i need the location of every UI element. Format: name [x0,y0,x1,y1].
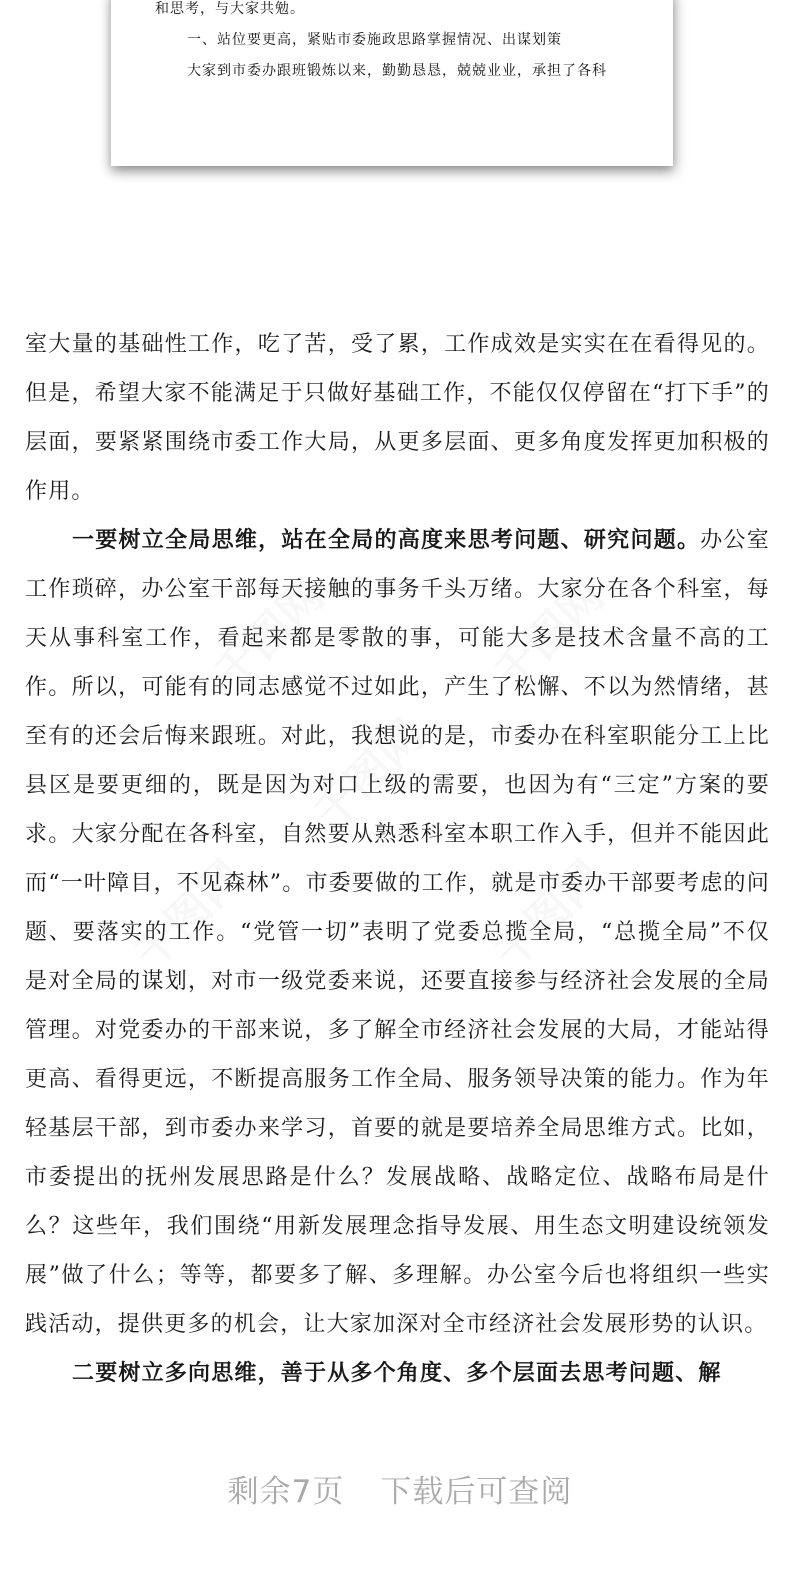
preview-line-1: 和思考，与大家共勉。 [155,1,305,17]
paragraph-3-heading: 二要树立多向思维，善于从多个角度、多个层面去思考问题、解 [72,1360,722,1386]
document-preview-card [111,0,673,166]
preview-line-2: 一、站位要更高，紧贴市委施政思路掌握情况、出谋划策 [187,32,562,48]
preview-line-3: 大家到市委办跟班锻炼以来，勤勤恳恳，兢兢业业，承担了各科 [187,63,607,79]
document-body [25,320,770,1398]
paragraph-2 [25,516,770,1349]
watermark: 千图网 [484,850,614,980]
paragraph-2-heading: 一要树立全局思维，站在全局的高度来思考问题、研究问题。 [72,527,701,553]
download-to-view-text: 下载后可查阅 [380,1474,573,1510]
paragraph-1: 室大量的基础性工作，吃了苦，受了累，工作成效是实实在在看得见的。但是，希望大家不能满足于只做好基础工作，不能仅仅停留在“打下手”的层面，要紧紧围绕市委工作大局，从更多层面、更多角度发挥更加积极的作用。 [25,332,770,504]
paragraph-3 [25,1349,770,1398]
paragraph-2-text: 办公室工作琐碎，办公室干部每天接触的事务千头万绪。大家分在各个科室，每天从事科室工作，看起来都是零散的事，可能大多是技术含量不高的工作。所以，可能有的同志感觉不过如此，产生了松懈、不以为然情绪，甚至有的还会后悔来跟班。对此，我想说的是，市委办在科室职能分工上比县区是要更细的，既是因为对口上级的需要，也因为有“三定”方案的要求。大家分配在各科室，自然要从熟悉科室本职工作入手，但并不能因此而“一叶障目，不见森林”。市委要做的工作，就是市委办干部要考虑的问题、要落实的工作。“党管一切”表明了党委总揽全局，“总揽全局”不仅是对全局的谋划，对市一级党委来说，还要直接参与经济社会发展的全局管理。对党委办的干部来说，多了解全市经济社会发展的大局，才能站得更高、看得更远，不断提高服务工作全局、服务领导决策的能力。作为年轻基层干部，到市委办来学习，首要的就是要培养全局思维方式。比如，市委提出的抚州发展思路是什么？发展战略、战略定位、战略布局是什么？这些年，我们围绕“用新发展理念指导发展、用生态文明建设统领发展”做了什么；等等，都要多了解、多理解。办公室今后也将组织一些实践活动，提供更多的机会，让大家加深对全市经济社会发展形势的认识。 [25,528,770,1337]
download-prompt[interactable] [0,1466,800,1511]
watermark: 千图网 [124,850,254,980]
watermark: 千图网 [204,570,334,700]
remaining-pages-text: 剩余7页 [227,1474,345,1510]
watermark: 千图网 [484,570,614,700]
watermark: 千图网 [304,710,434,840]
